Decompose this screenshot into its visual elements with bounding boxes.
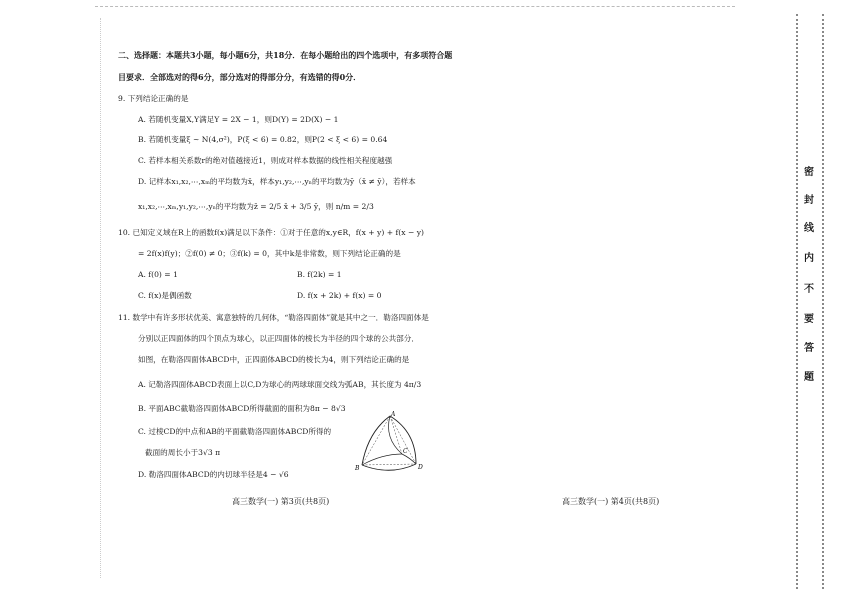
binding-char-6: 要 — [804, 314, 814, 325]
q11-stem-line2: 分别以正四面体的四个顶点为球心，以正四面体的棱长为半径的四个球的公共部分． — [138, 334, 419, 343]
figure-edge-ad — [390, 416, 416, 464]
q9-option-b: B. 若随机变量ξ ~ N(4,σ²)，P(ξ < 6) = 0.82，则P(2 < ξ < 6) = 0.64 — [138, 135, 388, 144]
section-header-line2: 目要求．全部选对的得6分，部分选对的得部分分，有选错的得0分． — [118, 72, 362, 82]
q10-option-b: B. f(2k) = 1 — [297, 270, 342, 279]
q9-option-d-line1: D. 记样本x₁,x₂,⋯,xₘ的平均数为x̄，样本y₁,y₂,⋯,yₙ的平均数为ȳ（x̄ ≠ ȳ），若样本 — [138, 177, 416, 186]
q11-stem-line1: 11. 数学中有许多形状优美、寓意独特的几何体，“勒洛四面体”就是其中之一．勒洛四面体是 — [118, 313, 429, 322]
section-header-line1: 二、选择题：本题共3小题，每小题6分，共18分．在每小题给出的四个选项中，有多项符合题 — [118, 50, 453, 60]
figure-edge-ab — [362, 416, 390, 465]
q9-stem: 9. 下列结论正确的是 — [118, 94, 189, 103]
binding-char-8: 题 — [804, 372, 814, 383]
q10-stem-line2: = 2f(x)f(y)；②f(0) ≠ 0；③f(k) = 0，其中k是非常数，则下列结论正确的是 — [138, 249, 401, 258]
figure-label-c: C — [403, 448, 408, 455]
binding-line — [796, 14, 824, 589]
q11-option-d: D. 勒洛四面体ABCD的内切球半径是4 − √6 — [138, 470, 289, 479]
q10-option-c: C. f(x)是偶函数 — [138, 291, 192, 300]
binding-char-5: 不 — [804, 284, 814, 295]
q11-option-c-line2: 截面的周长小于3√3 π — [145, 448, 221, 457]
figure-label-b: B — [355, 465, 360, 472]
q10-option-d: D. f(x + 2k) + f(x) = 0 — [297, 291, 382, 300]
footer-page-4: 高三数学(一) 第4页(共8页) — [562, 497, 660, 506]
q9-option-a: A. 若随机变量X,Y满足Y = 2X − 1，则D(Y) = 2D(X) − 1 — [138, 115, 339, 124]
q10-stem-line1: 10. 已知定义域在R上的函数f(x)满足以下条件：①对于任意的x,y∈R，f(x + y) + f(x − y) — [118, 228, 424, 237]
q10-option-a: A. f(0) = 1 — [138, 270, 178, 279]
figure-label-a: A — [391, 411, 396, 418]
reuleaux-tetrahedron-figure — [350, 410, 430, 476]
q11-option-c-line1: C. 过棱CD的中点和AB的平面截勒洛四面体ABCD所得的 — [138, 427, 332, 436]
q11-option-b: B. 平面ABC截勒洛四面体ABCD所得截面的面积为8π − 8√3 — [138, 404, 346, 413]
figure-arc-cd — [402, 454, 416, 464]
figure-label-d: D — [418, 464, 423, 471]
binding-char-4: 内 — [804, 253, 814, 264]
footer-page-3: 高三数学(一) 第3页(共8页) — [232, 497, 330, 506]
left-border — [100, 18, 101, 578]
binding-char-1: 密 — [804, 167, 814, 178]
binding-char-7: 答 — [804, 343, 814, 354]
q11-option-a: A. 记勒洛四面体ABCD表面上以C,D为球心的两球球面交线为弧AB，其长度为 4π/3 — [138, 380, 422, 389]
figure-arc-ac — [389, 416, 403, 454]
q9-option-c: C. 若样本相关系数r的绝对值越接近1，则成对样本数据的线性相关程度越强 — [138, 156, 393, 165]
binding-char-2: 封 — [804, 195, 814, 206]
figure-edge-bd — [362, 464, 416, 465]
top-border — [95, 6, 735, 7]
q11-stem-line3: 如图，在勒洛四面体ABCD中，正四面体ABCD的棱长为4，则下列结论正确的是 — [138, 355, 410, 364]
binding-char-3: 线 — [804, 223, 814, 234]
figure-arc-bc — [362, 454, 402, 465]
q9-option-d-line2: x₁,x₂,⋯,xₘ,y₁,y₂,⋯,yₙ的平均数为z̄ = 2/5 x̄ + 3/5 ȳ，则 n/m = 2/3 — [138, 202, 374, 211]
